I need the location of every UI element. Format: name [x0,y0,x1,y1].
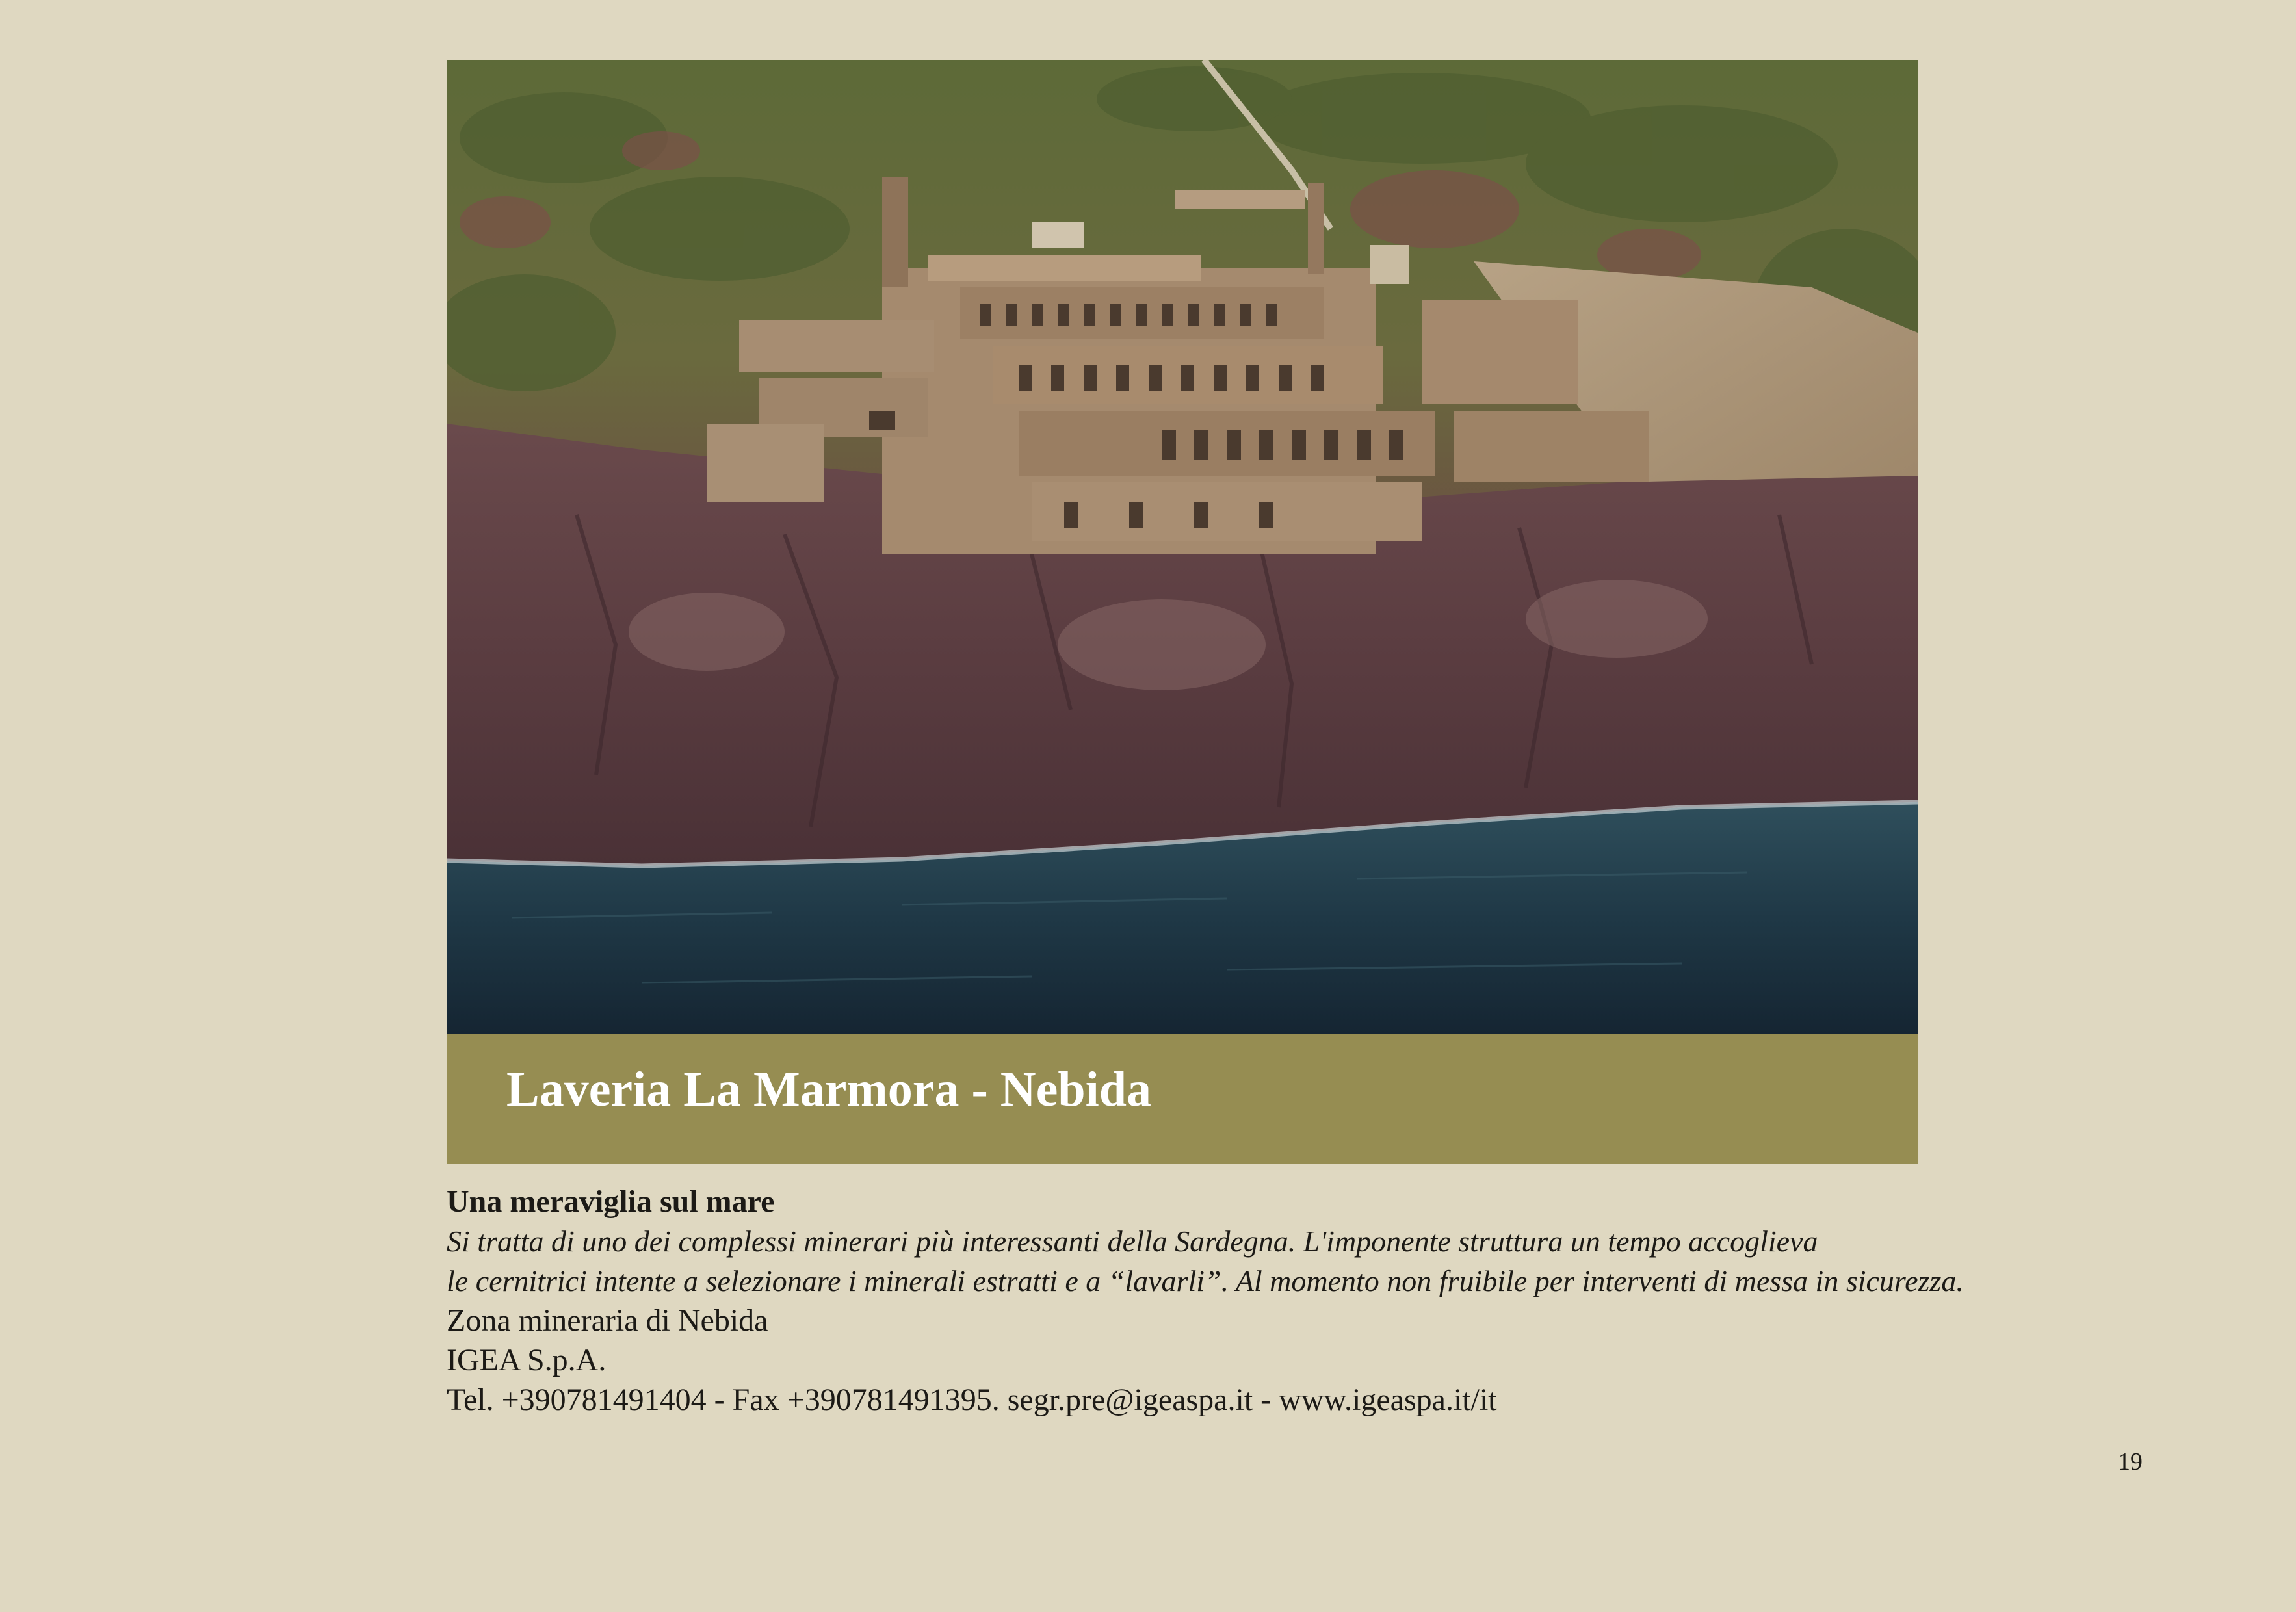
description-line-1: Si tratta di uno dei complessi minerari più interessanti della Sardegna. L'imponente struttura un tempo accoglieva [447,1225,1818,1258]
description-line-2: le cernitrici intente a selezionare i minerali estratti e a “lavarli”. Al momento non fruibile per interventi di messa in sicurezza. [447,1264,1964,1297]
organization-line: IGEA S.p.A. [447,1343,607,1377]
subtitle: Una meraviglia sul mare [447,1184,775,1219]
photo-illustration [447,60,1918,1034]
title-band [447,1034,1918,1164]
description-block [447,1182,2007,1420]
photo-laveria-la-marmora [447,60,1918,1034]
page-number: 19 [2118,1448,2143,1476]
location-line: Zona mineraria di Nebida [447,1303,768,1338]
contact-line: Tel. +390781491404 - Fax +390781491395. segr.pre@igeaspa.it - www.igeaspa.it/it [447,1383,1497,1417]
page-title: Laveria La Marmora - Nebida [506,1062,1152,1117]
